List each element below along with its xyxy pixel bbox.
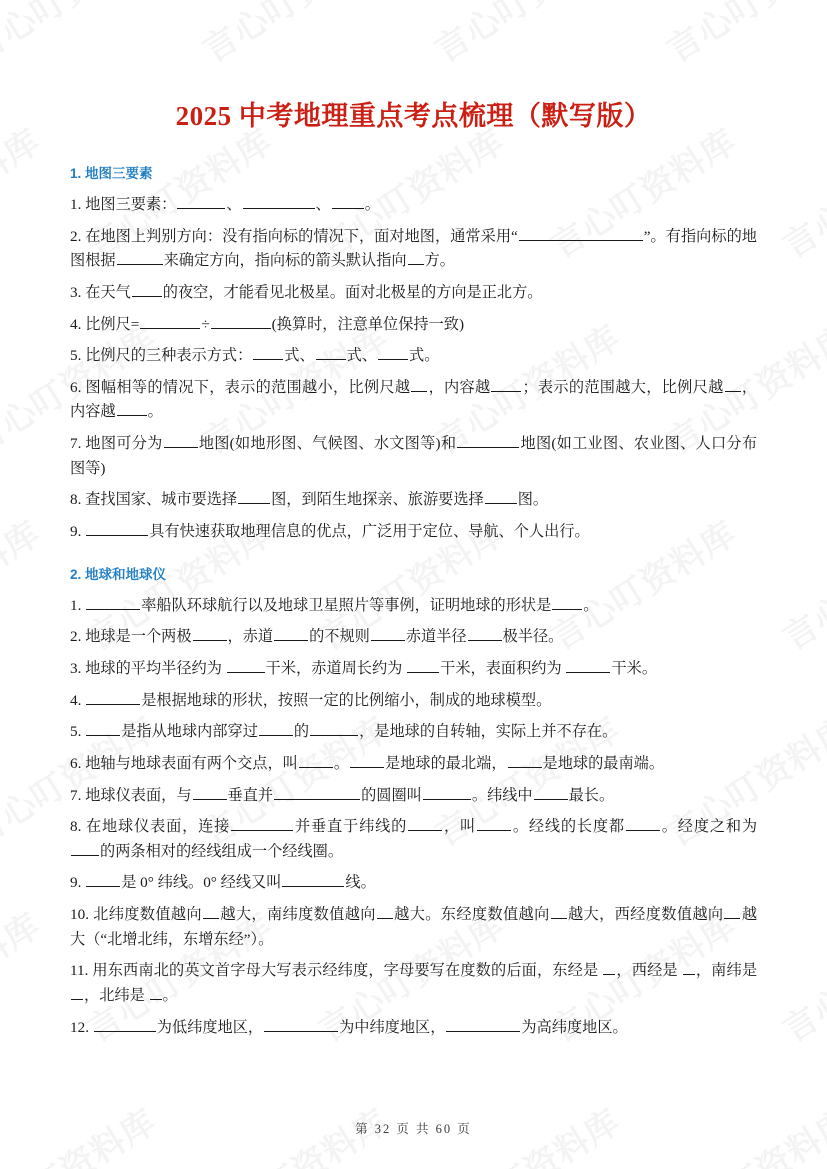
answer-blank[interactable] — [552, 594, 582, 609]
item-text: 率船队环球航行以及地球卫星照片等事例，证明地球的形状是 — [141, 596, 552, 614]
item-text: 。 — [147, 403, 163, 421]
item-text: 是根据地球的形状，按照一定的比例缩小，制成的地球模型。 — [141, 691, 552, 709]
item-text: 、 — [226, 196, 242, 213]
item-text: 式、 — [346, 347, 377, 365]
item-text: 7. 地球仪表面，与 — [70, 786, 192, 804]
item-text: 。 — [162, 986, 178, 1004]
item-text: 图。 — [517, 491, 549, 509]
item-text: 来确定方向，指向标的箭头默认指向 — [163, 252, 407, 270]
item-text: 干米。 — [611, 660, 658, 677]
answer-blank[interactable] — [211, 313, 271, 328]
section — [70, 545, 757, 1041]
answer-blank[interactable] — [253, 345, 283, 360]
question-item — [70, 186, 757, 218]
question-item — [70, 513, 757, 545]
answer-blank[interactable] — [408, 816, 442, 831]
answer-blank[interactable] — [86, 594, 140, 609]
answer-blank[interactable] — [117, 250, 163, 265]
page-title: 2025 中考地理重点考点梳理（默写版） — [175, 101, 652, 131]
item-text: 6. 地轴与地球表面有两个交点，叫 — [70, 754, 298, 772]
item-text: 的两条相对的经线组成一个经线圈。 — [100, 842, 343, 860]
item-text: ”。有指向标的地图根据 — [70, 227, 757, 270]
question-item — [70, 425, 757, 481]
answer-blank[interactable] — [177, 194, 225, 209]
answer-blank[interactable] — [299, 752, 333, 767]
item-text: 2. 地球是一个两极 — [70, 628, 192, 646]
item-text: ，西经是 — [616, 962, 682, 980]
answer-blank[interactable] — [243, 194, 315, 209]
item-text: 。经度之和为 — [660, 818, 758, 836]
answer-blank[interactable] — [378, 345, 408, 360]
item-text: 越大，西经度数值越向 — [567, 906, 724, 923]
answer-blank[interactable] — [371, 626, 405, 641]
question-item — [70, 745, 757, 777]
item-text: ，内容越 — [70, 378, 758, 421]
answer-blank[interactable] — [86, 721, 120, 736]
item-text: 是地球的最北端， — [385, 754, 507, 772]
item-text: ，赤道 — [227, 628, 274, 646]
item-text: 为中纬度地区， — [339, 1018, 446, 1036]
answer-blank[interactable] — [238, 489, 270, 504]
item-text: ÷ — [201, 315, 210, 333]
item-text: 7. 地图可分为 — [70, 435, 163, 452]
question-item — [70, 952, 757, 1008]
answer-blank[interactable] — [117, 401, 147, 416]
item-text: 式、 — [284, 347, 315, 365]
answer-blank[interactable] — [725, 376, 741, 391]
question-item — [70, 682, 757, 714]
item-text: 的圆圈叫 — [361, 786, 422, 804]
answer-blank[interactable] — [150, 984, 162, 999]
item-text: 、 — [315, 196, 331, 213]
answer-blank[interactable] — [310, 721, 358, 736]
item-text: ；表示的范围越大，比例尺越 — [522, 378, 724, 396]
question-item — [70, 650, 757, 682]
answer-blank[interactable] — [626, 816, 660, 831]
question-item — [70, 896, 757, 952]
item-text: 图，到陌生地探亲、旅游要选择 — [271, 491, 484, 509]
answer-blank[interactable] — [316, 345, 346, 360]
question-item — [70, 864, 757, 896]
answer-blank[interactable] — [408, 250, 424, 265]
item-text: 。经线的长度都 — [512, 818, 625, 836]
answer-blank[interactable] — [724, 904, 740, 919]
item-text: 的不规则 — [309, 628, 370, 646]
answer-blank[interactable] — [227, 658, 265, 673]
answer-blank[interactable] — [566, 658, 610, 673]
item-text: 为高纬度地区。 — [521, 1018, 628, 1036]
answer-blank[interactable] — [86, 872, 120, 887]
section-heading: 2. 地球和地球仪 — [70, 566, 167, 582]
item-text: 。 — [333, 754, 349, 772]
answer-blank[interactable] — [193, 784, 227, 799]
answer-blank[interactable] — [132, 281, 162, 296]
section-heading: 1. 地图三要素 — [70, 165, 153, 181]
answer-blank[interactable] — [551, 904, 567, 919]
item-text: 1. 地图三要素： — [70, 196, 177, 213]
answer-blank[interactable] — [86, 520, 148, 535]
answer-blank[interactable] — [140, 313, 200, 328]
answer-blank[interactable] — [508, 752, 542, 767]
answer-blank[interactable] — [485, 489, 517, 504]
answer-blank[interactable] — [683, 960, 695, 975]
question-item — [70, 587, 757, 619]
answer-blank[interactable] — [491, 376, 521, 391]
item-text: 11. 用东西南北的英文首字母大写表示经纬度，字母要写在度数的后面，东经是 — [70, 962, 603, 980]
item-text: 5. — [70, 723, 86, 741]
item-text: 4. — [70, 691, 86, 709]
section — [70, 134, 757, 545]
item-text: 越大。东经度数值越向 — [393, 906, 550, 923]
answer-blank[interactable] — [164, 433, 198, 448]
sections-container — [70, 134, 757, 1040]
item-text: 式。 — [409, 347, 440, 365]
item-text: 方。 — [424, 252, 455, 270]
item-text: 地图(如地形图、气候图、水文图等)和 — [198, 435, 457, 452]
item-text: 干米，赤道周长约为 — [265, 660, 407, 677]
item-text: ，内容越 — [428, 378, 491, 396]
answer-blank[interactable] — [477, 816, 511, 831]
question-item — [70, 306, 757, 338]
item-text: 9. — [70, 874, 86, 892]
item-text: 5. 比例尺的三种表示方式： — [70, 347, 253, 365]
item-text: 4. 比例尺= — [70, 315, 140, 333]
question-item — [70, 369, 757, 425]
item-text: 1. — [70, 596, 86, 614]
question-item — [70, 777, 757, 809]
item-text: 10. 北纬度数值越向 — [70, 906, 202, 923]
item-text: 6. 图幅相等的情况下，表示的范围越小，比例尺越 — [70, 378, 411, 396]
item-text: ，北纬是 — [84, 986, 149, 1004]
answer-blank[interactable] — [350, 752, 384, 767]
item-text: 的夜空，才能看见北极星。面对北极星的方向是正北方。 — [162, 283, 543, 301]
item-text: 2. 在地图上判别方向：没有指向标的情况下，面对地图，通常采用“ — [70, 227, 518, 245]
item-text: ，是地球的自转轴，实际上并不存在。 — [359, 723, 618, 741]
question-item — [70, 337, 757, 369]
page-footer: 第 32 页 共 60 页 — [355, 1122, 472, 1136]
answer-blank[interactable] — [71, 840, 99, 855]
item-text: 干米，表面积约为 — [440, 660, 566, 677]
item-text: 。纬线中 — [471, 786, 533, 804]
item-text: 极半径。 — [502, 628, 564, 646]
question-item — [70, 713, 757, 745]
answer-blank[interactable] — [407, 658, 439, 673]
answer-blank[interactable] — [519, 225, 643, 240]
item-text: ，南纬是 — [695, 962, 758, 980]
item-text: 并垂直于纬线的 — [294, 818, 408, 836]
answer-blank[interactable] — [282, 872, 344, 887]
item-text: 。 — [364, 196, 380, 213]
item-text: 3. 地球的平均半径约为 — [70, 660, 226, 677]
answer-blank[interactable] — [203, 904, 219, 919]
answer-blank[interactable] — [468, 626, 502, 641]
item-text: 越大（“北增北纬，东增东经”）。 — [70, 906, 757, 948]
answer-blank[interactable] — [423, 784, 471, 799]
item-text: 线。 — [345, 874, 376, 892]
item-text: 是 0° 纬线。0° 经线又叫 — [121, 874, 282, 892]
question-item — [70, 481, 757, 513]
answer-blank[interactable] — [193, 626, 227, 641]
answer-blank[interactable] — [94, 1016, 156, 1031]
answer-blank[interactable] — [274, 626, 308, 641]
answer-blank[interactable] — [231, 816, 293, 831]
item-text: ，叫 — [443, 818, 476, 836]
item-text: 12. — [70, 1018, 93, 1036]
question-item — [70, 808, 757, 864]
answer-blank[interactable] — [377, 904, 393, 919]
item-text: 具有快速获取地理信息的优点，广泛用于定位、导航、个人出行。 — [149, 522, 590, 540]
answer-blank[interactable] — [259, 721, 293, 736]
item-text: 是指从地球内部穿过 — [121, 723, 258, 741]
item-text: 越大，南纬度数值越向 — [219, 906, 376, 923]
item-text: 垂直并 — [227, 786, 274, 804]
answer-blank[interactable] — [534, 784, 568, 799]
question-item — [70, 218, 757, 274]
item-text: 的 — [293, 723, 310, 741]
answer-blank[interactable] — [332, 194, 364, 209]
item-text: 为低纬度地区， — [156, 1018, 264, 1036]
answer-blank[interactable] — [274, 784, 360, 799]
item-text: 是地球的最南端。 — [542, 754, 664, 772]
answer-blank[interactable] — [603, 960, 615, 975]
answer-blank[interactable] — [411, 376, 427, 391]
item-text: 最长。 — [568, 786, 615, 804]
answer-blank[interactable] — [457, 433, 519, 448]
question-item — [70, 274, 757, 306]
answer-blank[interactable] — [86, 689, 140, 704]
question-item — [70, 1009, 757, 1041]
question-item — [70, 618, 757, 650]
item-text: 3. 在天气 — [70, 283, 131, 301]
answer-blank[interactable] — [446, 1016, 520, 1031]
item-text: (换算时，注意单位保持一致) — [271, 315, 465, 333]
item-text: 8. 查找国家、城市要选择 — [70, 491, 238, 509]
answer-blank[interactable] — [264, 1016, 338, 1031]
item-text: 赤道半径 — [405, 628, 467, 646]
answer-blank[interactable] — [71, 984, 83, 999]
item-text: 。 — [583, 596, 599, 614]
item-text: 9. — [70, 522, 86, 540]
item-text: 8. 在地球仪表面，连接 — [70, 818, 231, 836]
item-text: 地图(如工业图、农业图、人口分布图等) — [70, 435, 758, 477]
